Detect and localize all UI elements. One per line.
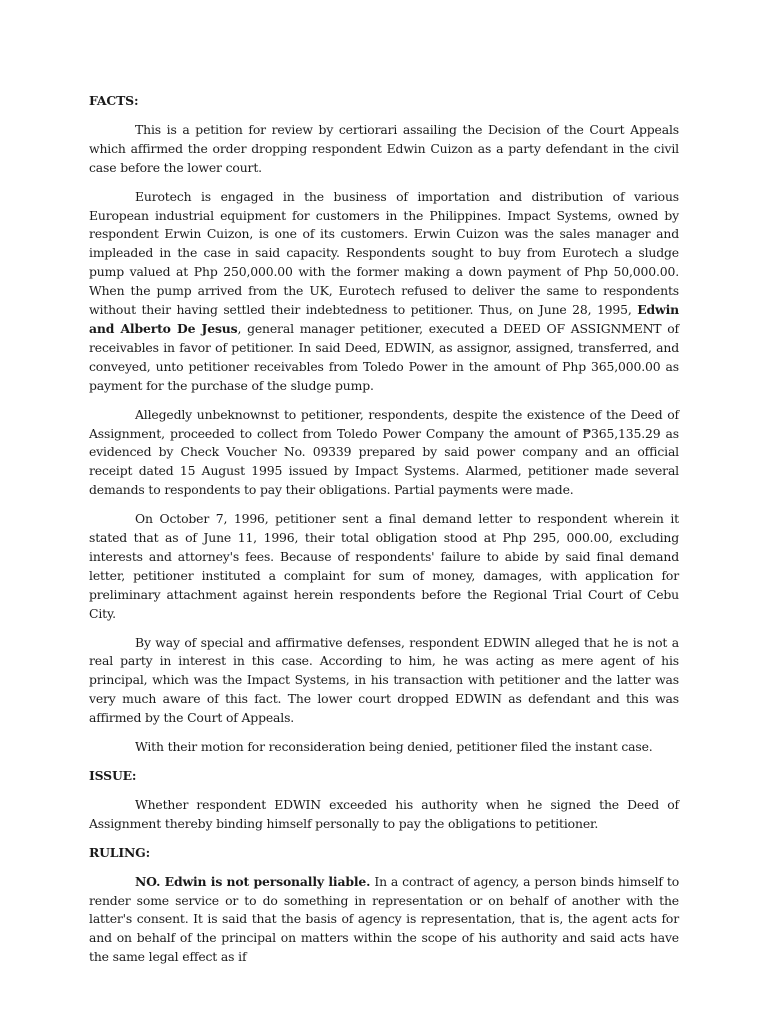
issue-paragraph: Whether respondent EDWIN exceeded his authority when he signed the Deed of Assignment thereby binding himself personally to pay the obligations to petitioner. xyxy=(89,796,679,831)
facts-paragraph-1: This is a petition for review by certiorari assailing the Decision of the Court Appeals which affirmed the order dropping respondent Edwin Cuizon as a party defendant in the civil case before the lower court. xyxy=(89,121,679,175)
facts-paragraph-3: Allegedly unbeknownst to petitioner, respondents, despite the existence of the Deed of Assignment, proceeded to collect from Toledo Power Company the amount of ₱365,135.29 as evidenced by Check Voucher No. 09339 prepared by said power company and an official receipt dated 15 August 1995 issued by Impact Systems. Alarmed, petitioner made several demands to respondents to pay their obligations. Partial payments were made. xyxy=(89,406,679,498)
document-page xyxy=(89,92,679,977)
facts-paragraph-2-text-a: Eurotech is engaged in the business of importation and distribution of various European industrial equipment for customers in the Philippines. Impact Systems, owned by respondent Erwin Cuizon, is one of its customers. Erwin Cuizon was the sales manager and impleaded in the case in said capacity. Respondents sought to buy from Eurotech a sludge pump valued at Php 250,000.00 with the former making a down payment of Php 50,000.00. When the pump arrived from the UK, Eurotech refused to deliver the same to respondents without their having settled their indebtedness to petitioner. Thus, on June 28, 1995, xyxy=(89,188,679,318)
facts-heading: FACTS: xyxy=(89,93,139,108)
ruling-paragraph-text: In a contract of agency, a person binds himself to render some service or to do something in representation or on behalf of another with the latter's consent. It is said that the basis of agency is representation, that is, the agent acts for and on behalf of the principal on matters within the scope of his authority and said acts have the same legal effect as if xyxy=(89,873,679,965)
issue-heading: ISSUE: xyxy=(89,768,137,783)
ruling-bold-answer: NO. Edwin is not personally liable. xyxy=(135,873,371,889)
ruling-heading: RULING: xyxy=(89,844,151,860)
facts-paragraph-6: With their motion for reconsideration being denied, petitioner filed the instant case. xyxy=(135,739,653,755)
ruling-paragraph xyxy=(89,873,679,968)
facts-paragraph-2-bold-names: Edwin and Alberto De Jesus xyxy=(89,302,679,336)
facts-paragraph-4: On October 7, 1996, petitioner sent a final demand letter to respondent wherein it stated that as of June 11, 1996, their total obligation stood at Php 295, 000.00, excluding interests and attorney's fees. Because of respondents' failure to abide by said final demand letter, petitioner instituted a complaint for sum of money, damages, with application for preliminary attachment against herein respondents before the Regional Trial Court of Cebu City. xyxy=(89,511,679,621)
facts-paragraph-5: By way of special and affirmative defenses, respondent EDWIN alleged that he is not a real party in interest in this case. According to him, he was acting as mere agent of his principal, which was the Impact Systems, in his transaction with petitioner and the latter was very much aware of this fact. The lower court dropped EDWIN as defendant and this was affirmed by the Court of Appeals. xyxy=(89,634,679,726)
facts-paragraph-2-text-b: , general manager petitioner, executed a DEED OF ASSIGNMENT of receivables in favor of petitioner. In said Deed, EDWIN, as assignor, assigned, transferred, and conveyed, unto petitioner receivables from Toledo Power in the amount of Php 365,000.00 as payment for the purchase of the sludge pump. xyxy=(89,320,679,393)
facts-paragraph-2 xyxy=(89,188,679,396)
